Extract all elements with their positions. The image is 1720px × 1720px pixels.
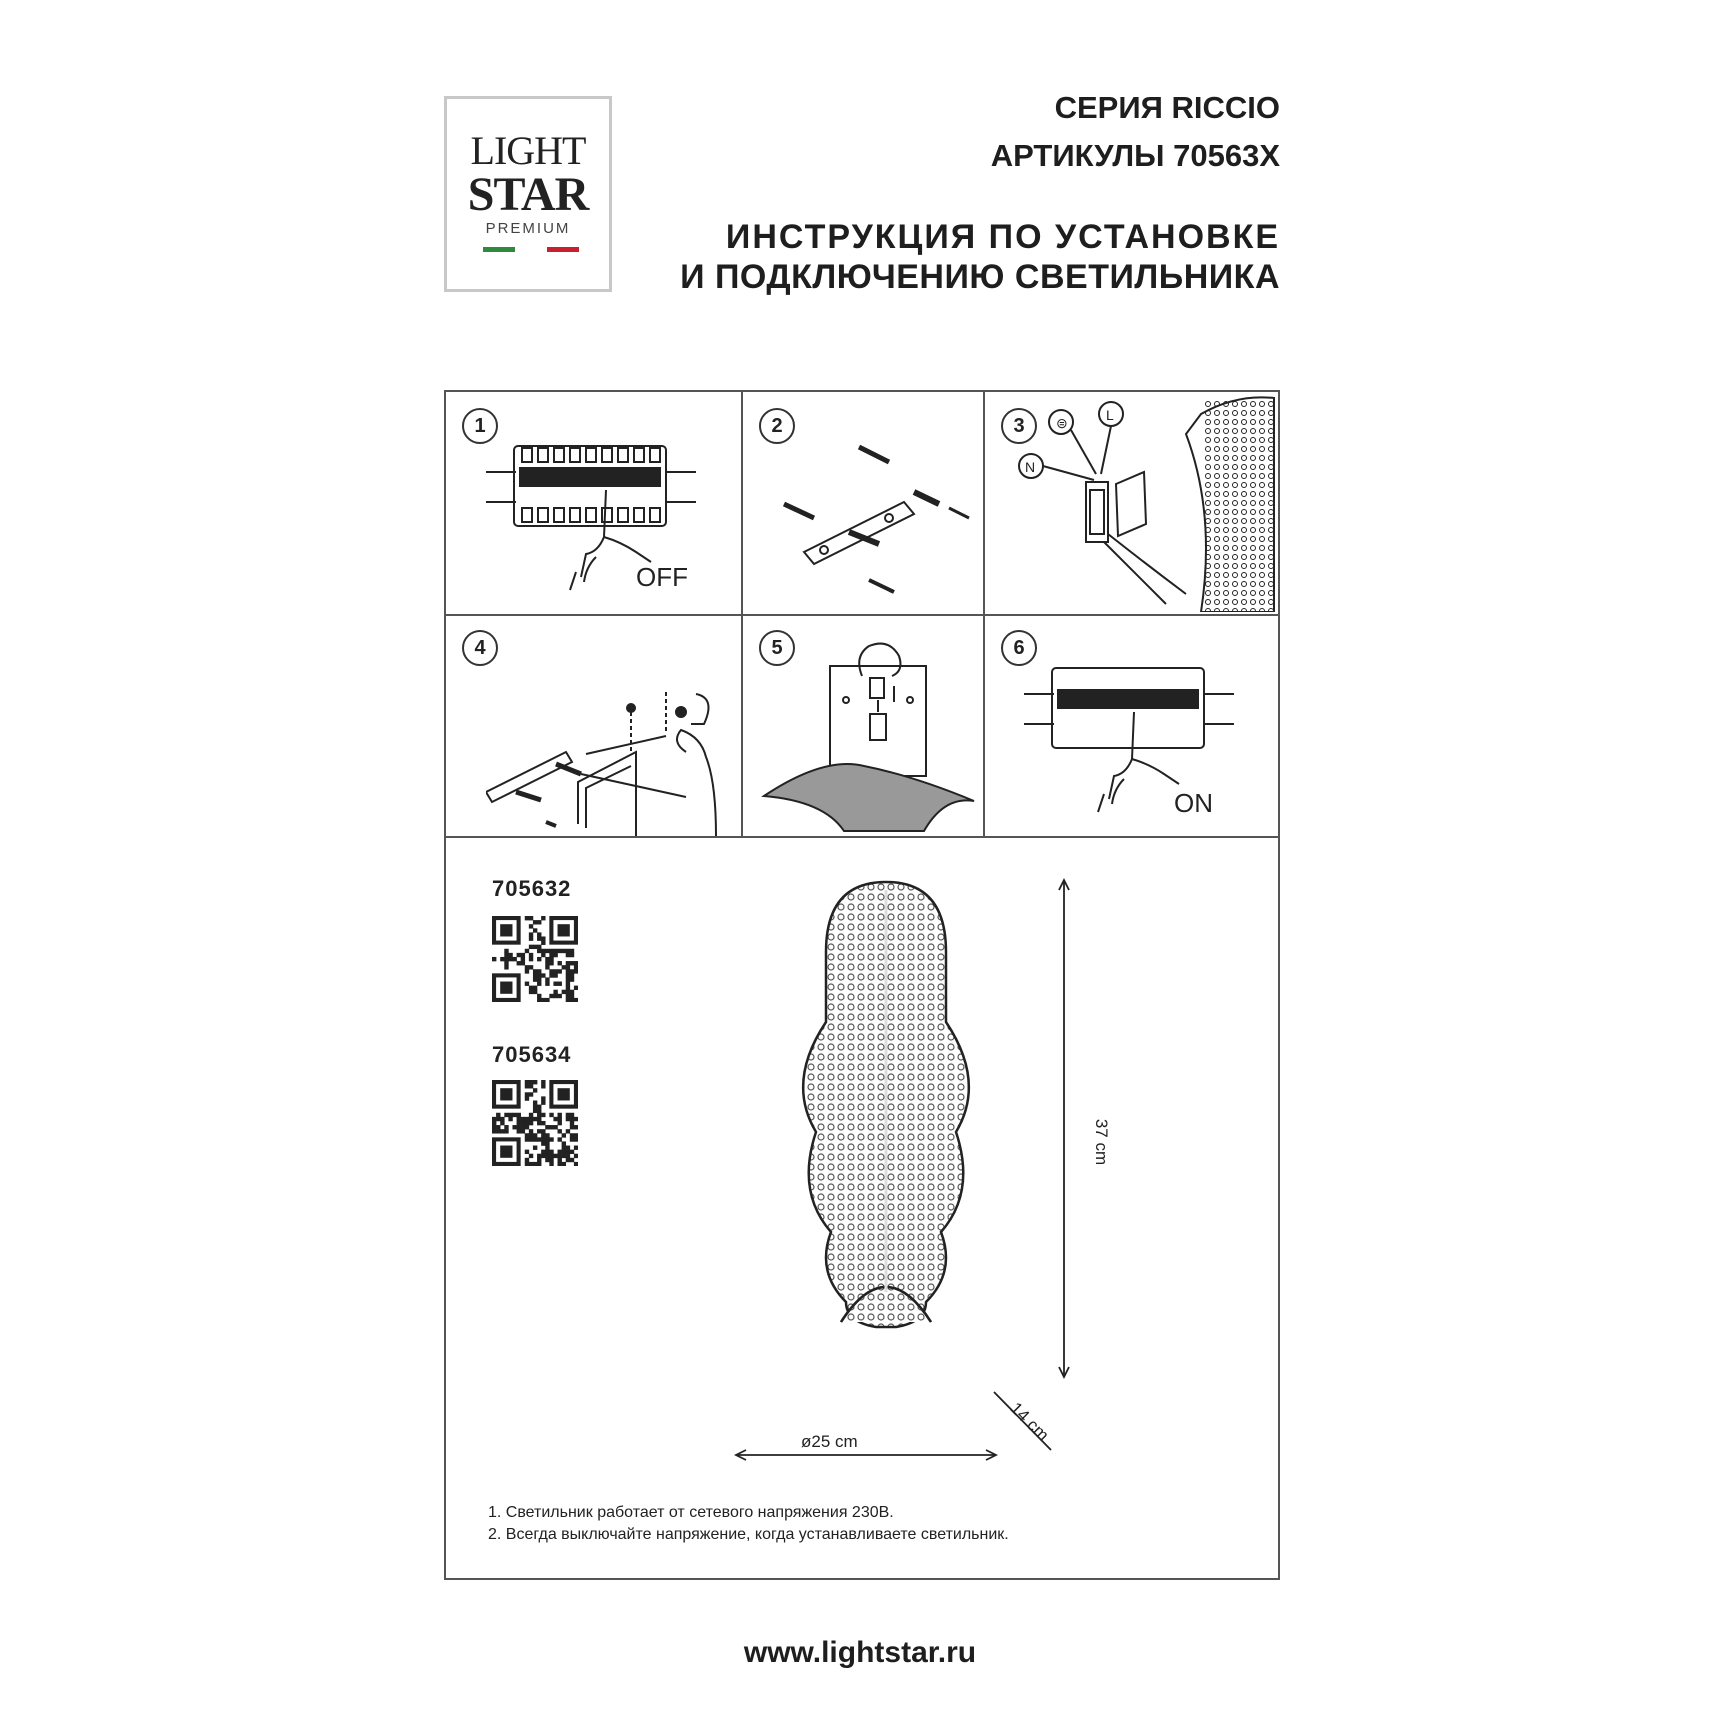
- note-power-off: 2. Всегда выключайте напряжение, когда устанавливаете светильник.: [488, 1526, 1009, 1543]
- svg-text:⊜: ⊜: [1056, 415, 1068, 431]
- step-number-5: 5: [759, 630, 795, 666]
- off-label: OFF: [636, 562, 688, 592]
- lamp-dimension-drawing: [646, 872, 1226, 1492]
- logo-text-light: LIGHT: [470, 128, 586, 173]
- width-dimension: ø25 cm: [801, 1432, 858, 1451]
- qr-code-icon: [492, 916, 578, 1002]
- step-number-4: 4: [462, 630, 498, 666]
- instruction-title-line1: ИНСТРУКЦИЯ ПО УСТАНОВКЕ: [725, 218, 1280, 256]
- instruction-sheet: [444, 390, 1280, 1580]
- series-title: СЕРИЯ RICCIO: [1054, 90, 1280, 125]
- instruction-title-line2: И ПОДКЛЮЧЕНИЮ СВЕТИЛЬНИКА: [680, 258, 1280, 296]
- step-number-6: 6: [1001, 630, 1037, 666]
- logo-text-star: STAR: [467, 168, 589, 221]
- italian-flag-stripe: [483, 247, 579, 252]
- article-code-705634: 705634: [492, 1042, 572, 1067]
- mounting-bar-screws-icon: [764, 432, 974, 602]
- qr-code-icon: [492, 1080, 578, 1166]
- article-code-705632: 705632: [492, 876, 572, 901]
- step-number-2: 2: [759, 408, 795, 444]
- brand-logo: [444, 96, 612, 292]
- note-voltage: 1. Светильник работает от сетевого напряжения 230В.: [488, 1504, 894, 1521]
- step-number-3: 3: [1001, 408, 1037, 444]
- step-number-1: 1: [462, 408, 498, 444]
- articles-title: АРТИКУЛЫ 70563X: [990, 138, 1280, 173]
- wiring-icon: [986, 394, 1276, 612]
- website-link[interactable]: www.lightstar.ru: [743, 1636, 977, 1669]
- logo-text-premium: PREMIUM: [485, 220, 571, 237]
- height-dimension: 37 cm: [1092, 1118, 1112, 1166]
- on-label: ON: [1174, 788, 1213, 818]
- svg-text:L: L: [1106, 407, 1114, 423]
- fix-lamp-icon: [486, 642, 742, 836]
- insert-bulb-icon: [744, 616, 982, 836]
- depth-dimension: 14 cm: [1006, 1398, 1053, 1445]
- svg-text:N: N: [1025, 459, 1036, 475]
